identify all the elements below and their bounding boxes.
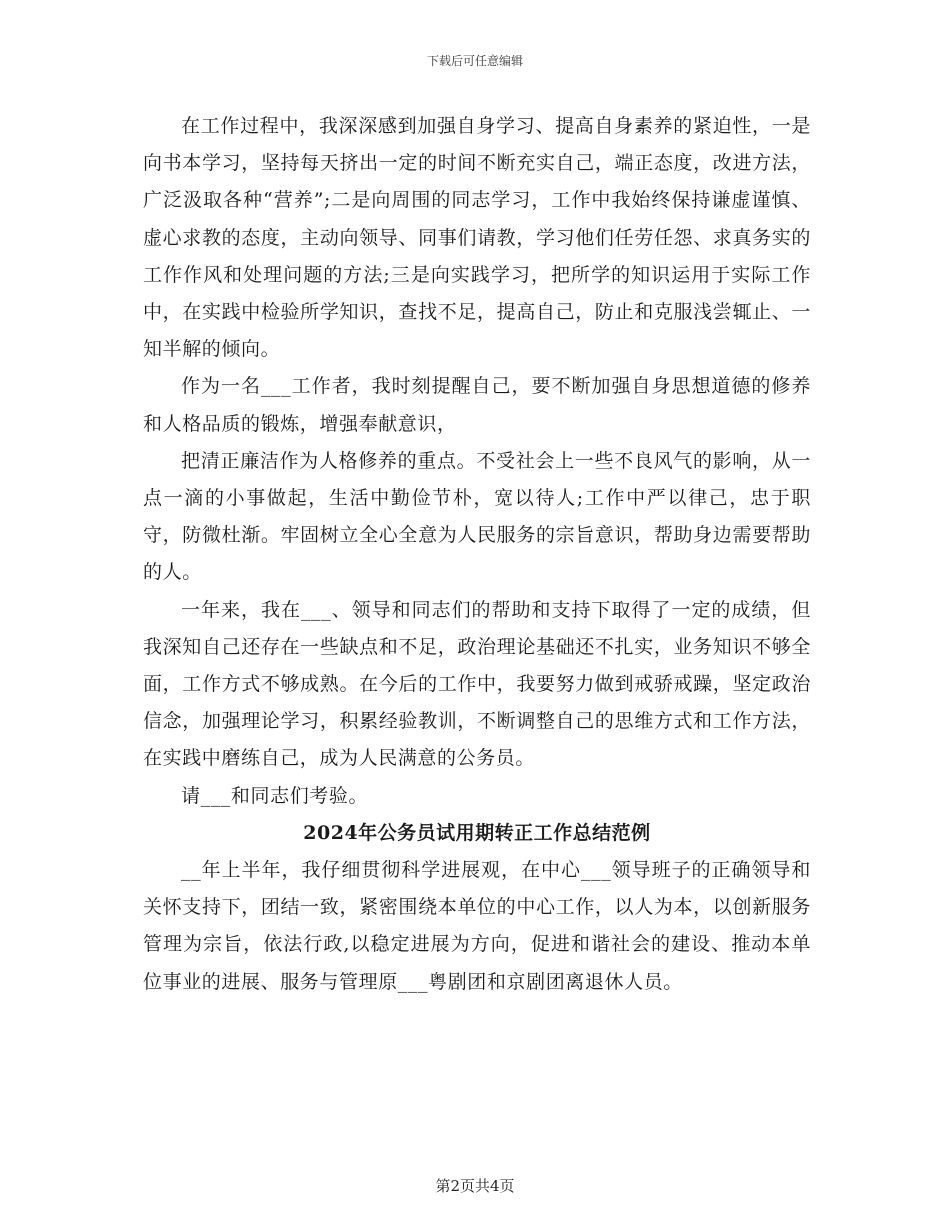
paragraph-study: 在工作过程中，我深深感到加强自身学习、提高自身素养的紧迫性，一是向书本学习，坚持每天挤出一定的时间不断充实自己，端正态度，改进方法，广泛汲取各种“营养”;二是向周围的同志学习，工作中我始终保持谦虚谨慎、虚心求教的态度，主动向领导、同事们请教，学习他们任劳任怨、求真务实的工作作风和处理问题的方法;三是向实践学习，把所学的知识运用于实际工作中，在实践中检验所学知识，查找不足，提高自己，防止和克服浅尝辄止、一知半解的倾向。 — [143, 115, 811, 361]
paragraph-morality: 作为一名___工作者，我时刻提醒自己，要不断加强自身思想道德的修养和人格品质的锻炼，增强奉献意识， — [143, 375, 811, 435]
section-title: 2024年公务员试用期转正工作总结范例 — [303, 821, 651, 844]
page-header: 下载后可任意编辑 — [426, 54, 523, 68]
paragraph-closing: 请___和同志们考验。 — [181, 784, 369, 807]
paragraph-year-review: 一年来，我在___、领导和同志们的帮助和支持下取得了一定的成绩，但我深知自己还存在一些缺点和不足，政治理论基础还不扎实，业务知识不够全面，工作方式不够成熟。在今后的工作中，我要努力做到戒骄戒躁，坚定政治信念，加强理论学习，积累经验教训，不断调整自己的思维方式和工作方法，在实践中磨练自己，成为人民满意的公务员。 — [143, 598, 811, 770]
page-footer: 第2页共4页 — [435, 1177, 515, 1195]
paragraph-half-year: __年上半年，我仔细贯彻科学进展观，在中心___领导班子的正确领导和关怀支持下，团结一致，紧密围绕本单位的中心工作，以人为本，以创新服务管理为宗旨，依法行政,以稳定进展为方向，促进和谐社会的建设、推动本单位事业的进展、服务与管理原___粤剧团和京剧团离退休人员。 — [143, 859, 811, 993]
document-body — [143, 108, 811, 1001]
paragraph-integrity: 把清正廉洁作为人格修养的重点。不受社会上一些不良风气的影响，从一点一滴的小事做起，生活中勤俭节朴，宽以待人;工作中严以律己，忠于职守，防微杜渐。牢固树立全心全意为人民服务的宗旨意识，帮助身边需要帮助的人。 — [143, 449, 811, 584]
